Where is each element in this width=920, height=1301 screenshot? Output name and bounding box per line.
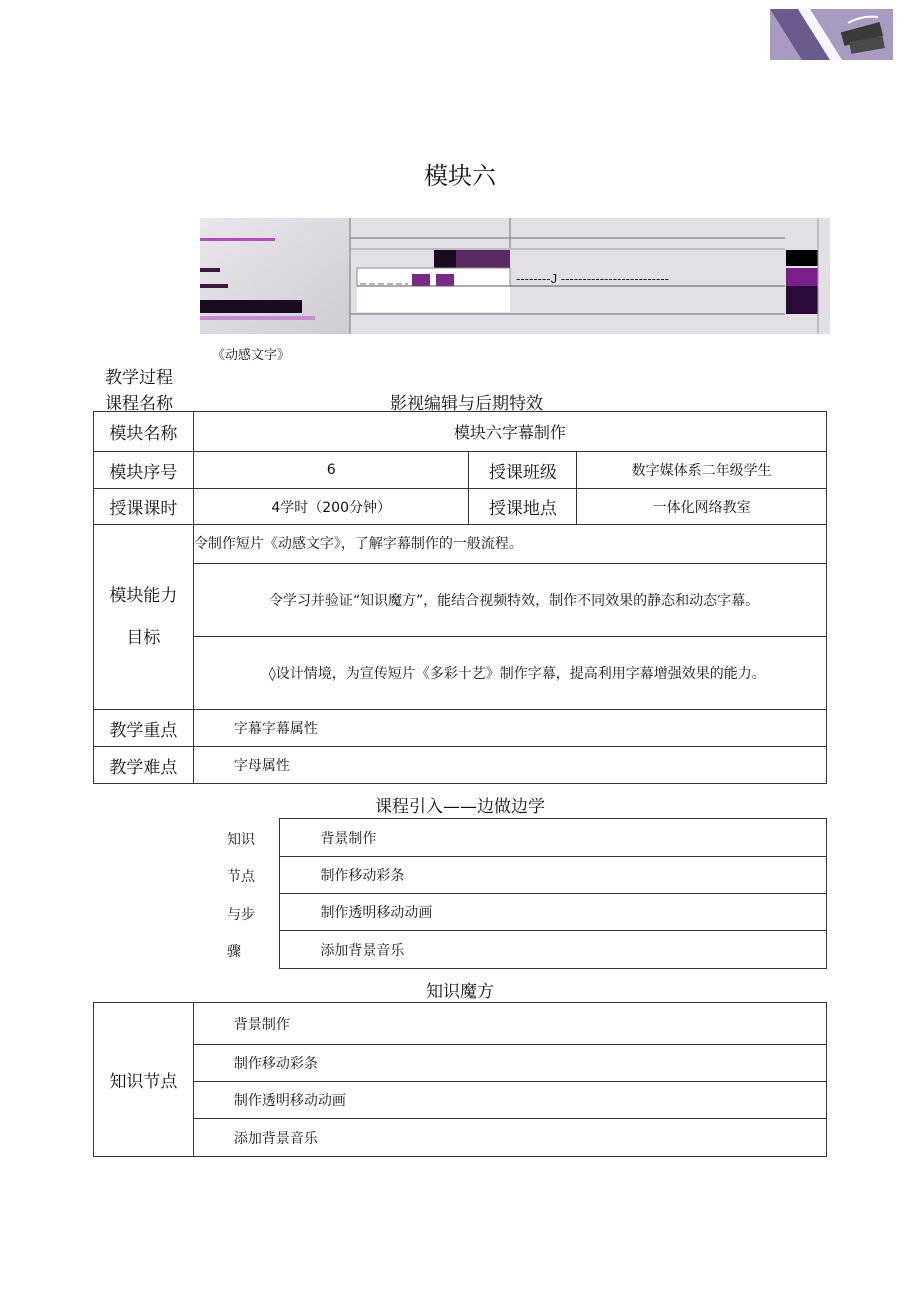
- logo-image: [770, 9, 893, 60]
- intro-node-char: 节点: [227, 868, 255, 885]
- goals-label-line2: 目标: [126, 628, 161, 648]
- magic-table: [93, 1002, 827, 1157]
- difficulty-value: 字母属性: [193, 747, 826, 784]
- intro-step: 背景制作: [280, 819, 827, 857]
- intro-table: [227, 818, 827, 969]
- goals-label: [94, 525, 194, 710]
- goal-item: 令学习并验证“知识魔方”，能结合视频特效，制作不同效果的静态和动态字幕。: [193, 564, 826, 637]
- class-label: 授课班级: [469, 452, 577, 489]
- magic-step: 添加背景音乐: [193, 1119, 826, 1157]
- module-no-value: 6: [193, 452, 469, 489]
- magic-step: 制作透明移动动画: [193, 1082, 826, 1119]
- intro-node-label: [227, 819, 280, 969]
- module-table: [93, 411, 827, 784]
- place-label: 授课地点: [469, 489, 577, 525]
- intro-node-char: 知识: [227, 831, 255, 848]
- magic-title: 知识魔方: [426, 982, 494, 1002]
- row-goal-3: [94, 637, 827, 710]
- row-difficulty: [94, 747, 827, 784]
- page-title: 模块六: [424, 162, 496, 190]
- hours-value: 4学时（200分钟）: [193, 489, 469, 525]
- difficulty-label: 教学难点: [94, 747, 194, 784]
- intro-node-char: 骤: [227, 943, 241, 960]
- row-goal-1: [94, 525, 827, 564]
- intro-step: 制作透明移动动画: [280, 894, 827, 931]
- strip-text: --------J -------------------------: [516, 271, 669, 286]
- row-key-point: [94, 710, 827, 747]
- course-label: 课程名称: [105, 394, 173, 414]
- goals-label-line1: 模块能力: [109, 586, 178, 606]
- magic-step: 制作移动彩条: [193, 1045, 826, 1082]
- intro-node-char: 与步: [227, 906, 255, 923]
- hours-label: 授课课时: [94, 489, 194, 525]
- course-value: 影视编辑与后期特效: [390, 394, 543, 414]
- intro-step: 制作移动彩条: [280, 857, 827, 894]
- key-point-value: 字幕字幕属性: [193, 710, 826, 747]
- row-hours: [94, 489, 827, 525]
- intro-title: 课程引入——边做边学: [375, 797, 545, 817]
- place-value: 一体化网络教室: [577, 489, 827, 525]
- module-name-label: 模块名称: [94, 412, 194, 452]
- module-no-label: 模块序号: [94, 452, 194, 489]
- goal-item: 令制作短片《动感文字》，了解字幕制作的一般流程。: [193, 525, 826, 564]
- row-goal-2: [94, 564, 827, 637]
- row-module-no: [94, 452, 827, 489]
- process-label: 教学过程: [105, 368, 173, 388]
- module-name-value: 模块六字幕制作: [193, 412, 826, 452]
- row-module-name: [94, 412, 827, 452]
- magic-label: 知识节点: [94, 1003, 194, 1157]
- intro-step: 添加背景音乐: [280, 931, 827, 969]
- magic-step: 背景制作: [193, 1003, 826, 1045]
- class-value: 数字媒体系二年级学生: [577, 452, 827, 489]
- image-caption: 《动感文字》: [212, 348, 291, 363]
- key-point-label: 教学重点: [94, 710, 194, 747]
- screenshot-strip: [200, 218, 830, 334]
- goal-item: ◊设计情境，为宣传短片《多彩十艺》制作字幕，提高利用字幕增强效果的能力。: [193, 637, 826, 710]
